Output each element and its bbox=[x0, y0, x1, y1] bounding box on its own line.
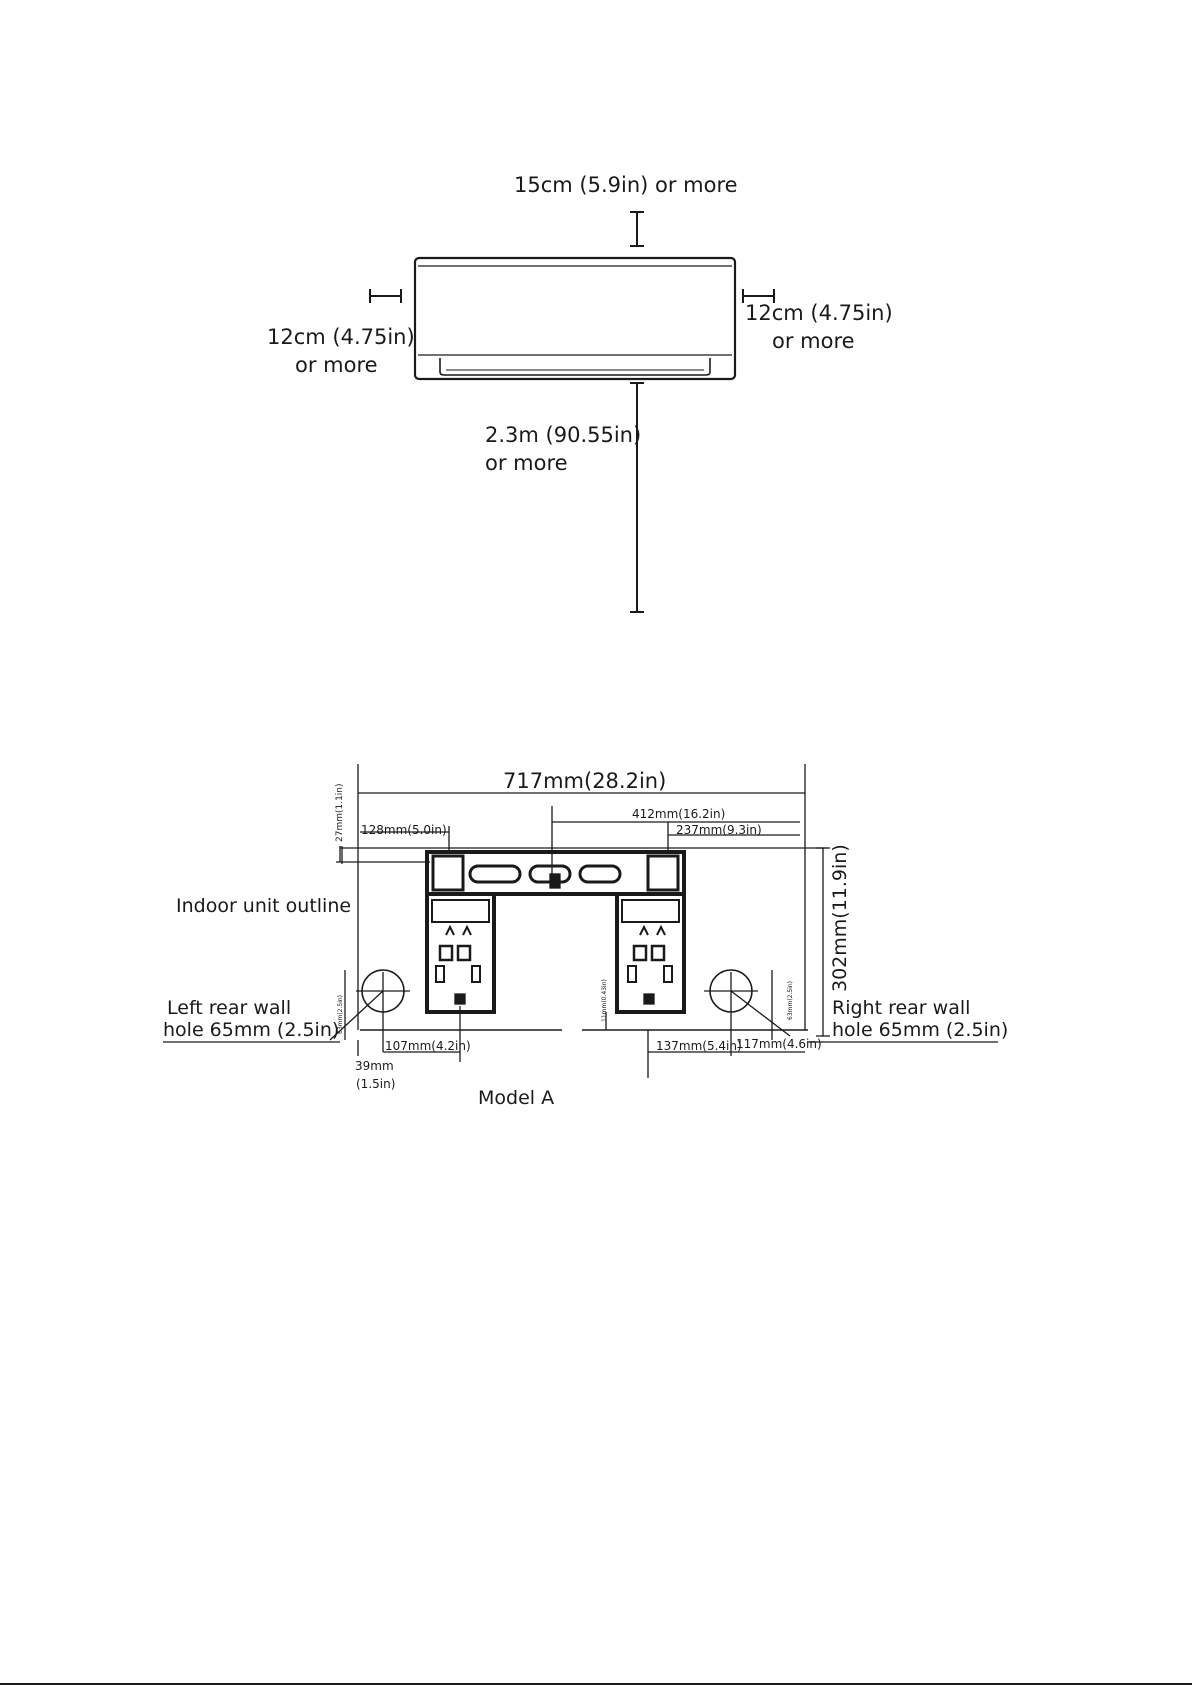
dim-63-left-label: 63mm(2.5in) bbox=[337, 994, 344, 1034]
model-label: Model A bbox=[478, 1087, 555, 1109]
height-dimension-line bbox=[816, 848, 830, 1036]
dim-27-label: 27mm(1.1in) bbox=[335, 783, 345, 842]
dim-717-label: 717mm(28.2in) bbox=[503, 769, 667, 793]
right-clearance-label-1: 12cm (4.75in) bbox=[745, 301, 893, 325]
top-clearance-marker bbox=[630, 212, 644, 246]
left-clearance-label-1: 12cm (4.75in) bbox=[267, 325, 415, 349]
bottom-clearance-label-1: 2.3m (90.55in) bbox=[485, 423, 642, 447]
dim-39-label-1: 39mm bbox=[355, 1059, 394, 1073]
dim-63-right-label: 63mm(2.5in) bbox=[787, 980, 794, 1020]
dim-39-label-2: (1.5in) bbox=[356, 1077, 396, 1091]
dim-412-label: 412mm(16.2in) bbox=[632, 807, 726, 821]
dim-11-label: 11mm(0.43in) bbox=[601, 979, 608, 1022]
bottom-clearance-label-2: or more bbox=[485, 451, 568, 475]
right-clearance-label-2: or more bbox=[772, 329, 855, 353]
left-hole-label-2: hole 65mm (2.5in) bbox=[163, 1019, 340, 1041]
dim-117-label: 117mm(4.6in) bbox=[736, 1037, 822, 1051]
dim-107-label: 107mm(4.2in) bbox=[385, 1039, 471, 1053]
indoor-unit-front-view bbox=[415, 258, 735, 379]
dim-27-line bbox=[336, 846, 430, 864]
bottom-clearance-marker bbox=[630, 383, 644, 612]
dim-137-label: 137mm(5.4in) bbox=[656, 1039, 742, 1053]
left-clearance-label-2: or more bbox=[295, 353, 378, 377]
dim-128-label: 128mm(5.0in) bbox=[361, 823, 447, 837]
indoor-unit-outline-label: Indoor unit outline bbox=[176, 895, 352, 917]
right-hole-label-2: hole 65mm (2.5in) bbox=[832, 1019, 1009, 1041]
left-clearance-marker bbox=[370, 289, 401, 303]
left-hole-label-1: Left rear wall bbox=[167, 997, 292, 1019]
dim-237-label: 237mm(9.3in) bbox=[676, 823, 762, 837]
dim-302-label: 302mm(11.9in) bbox=[829, 844, 851, 992]
top-clearance-label: 15cm (5.9in) or more bbox=[514, 173, 738, 197]
right-hole-label-1: Right rear wall bbox=[832, 997, 971, 1019]
clearance-diagram bbox=[370, 212, 774, 612]
mounting-plate bbox=[427, 852, 684, 1012]
